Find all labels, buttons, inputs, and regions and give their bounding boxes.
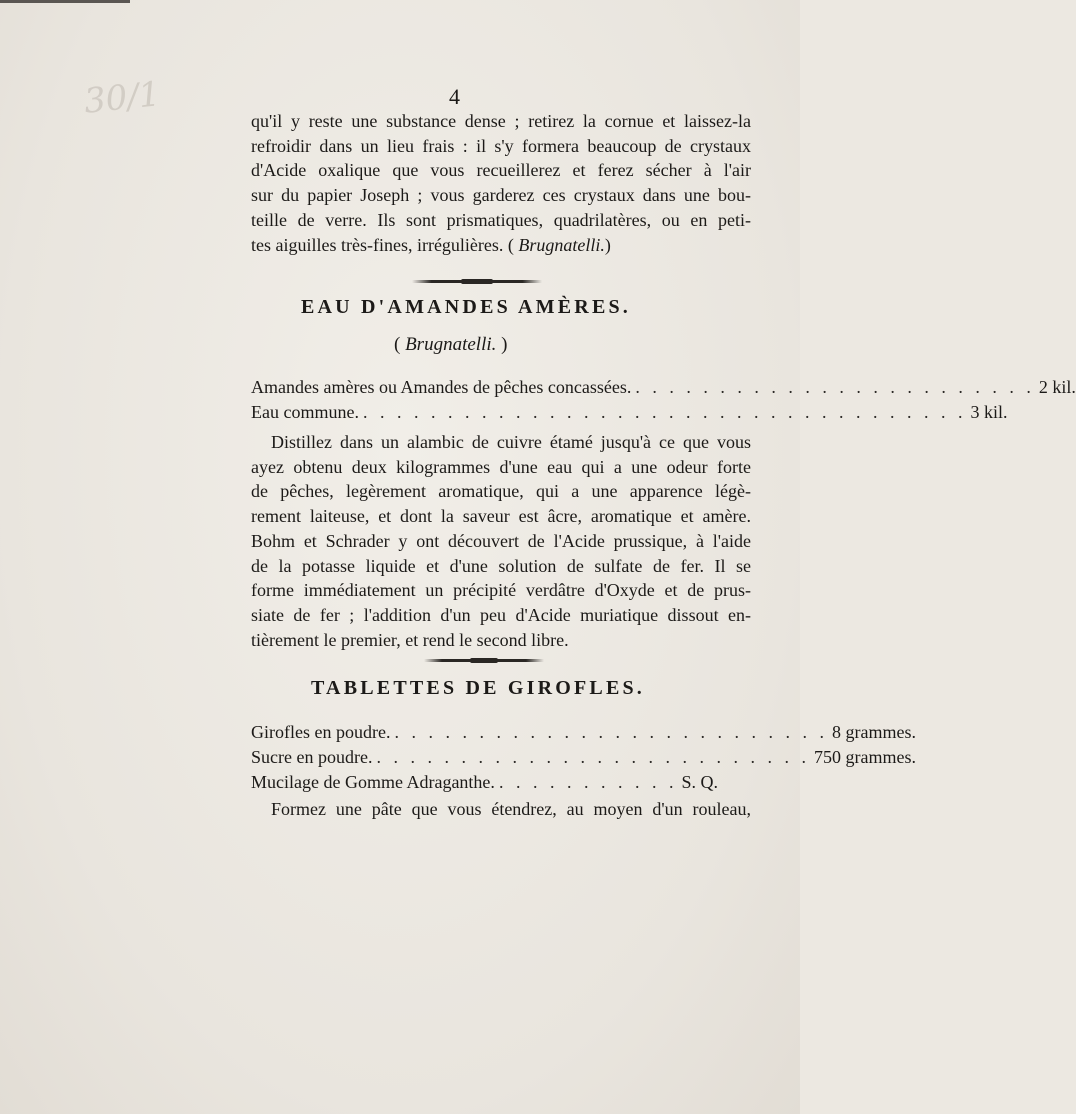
section-title-tablettes-girofles: TABLETTES DE GIROFLES. (311, 677, 646, 699)
intro-paragraph (251, 109, 751, 257)
ingredient-name: Amandes amères ou Amandes de pêches concassées. (251, 377, 632, 397)
text-line: teille de verre. Ils sont prismatiques, quadrilatères, ou en peti- (251, 209, 751, 230)
ingredient-name: Girofles en poudre. (251, 722, 391, 742)
text-line: Formez une pâte que vous étendrez, au moyen d'un rouleau, (271, 799, 751, 819)
text-line-with-citation (251, 233, 751, 258)
ingredient-quantity: 2 kil. (1038, 377, 1076, 397)
leader-dots: . . . . . . . . . . . . . . . . . . . . . . . . . . . . . . . . . . . . (362, 402, 967, 422)
text-line: Bohm et Schrader y ont découvert de l'Acide prussique, à l'aide (251, 530, 751, 551)
text-line: tièrement le premier, et rend le second libre. (251, 629, 569, 650)
ingredient-row (251, 377, 1076, 403)
text-line: de la potasse liquide et d'une solution de sulfate de fer. Il se (251, 555, 751, 576)
citation-close: ) (604, 234, 611, 255)
ingredient-row (251, 722, 916, 748)
text-line: sur du papier Joseph ; vous garderez ces crystaux dans une bou- (251, 185, 751, 206)
citation: Brugnatelli. (518, 234, 605, 255)
text-line: d'Acide oxalique que vous recueillerez et ferez sécher à l'air (251, 160, 751, 181)
leader-dots: . . . . . . . . . . . . . . . . . . . . . . . . (635, 377, 1035, 397)
ingredient-row (251, 772, 751, 798)
text-line: tes aiguilles très-fines, irrégulières. ( (251, 234, 514, 255)
text-line: rement laiteuse, et dont la saveur est âcre, aromatique et amère. (251, 506, 751, 527)
ingredient-row (251, 402, 1008, 428)
ingredient-quantity: 8 grammes. (831, 722, 916, 742)
handwritten-margin-note: 30/1 (82, 74, 163, 122)
text-line: forme immédiatement un précipité verdâtre d'Oxyde et de prus- (251, 580, 751, 601)
ingredient-name: Eau commune. (251, 402, 359, 422)
text-line: de pêches, legèrement aromatique, qui a une apparence légè- (251, 481, 751, 502)
text-line: Distillez dans un alambic de cuivre étamé jusqu'à ce que vous (271, 432, 751, 452)
ingredient-quantity: S. Q. (681, 772, 718, 792)
section-source (394, 334, 507, 356)
ingredient-quantity: 3 kil. (970, 402, 1008, 422)
page-edge-mark (0, 0, 130, 3)
leader-dots: . . . . . . . . . . . . . . . . . . . . . . . . . . (376, 747, 810, 767)
page-number: 4 (449, 84, 460, 109)
text-line: siate de fer ; l'addition d'un peu d'Acide muriatique dissout en- (251, 604, 751, 625)
paren-open: ( (394, 334, 401, 355)
source-author: Brugnatelli. (405, 334, 497, 355)
leader-dots: . . . . . . . . . . . . . . . . . . . . . . . . . . (394, 722, 828, 742)
text-line: ayez obtenu deux kilogrammes d'une eau qui a une odeur forte (251, 456, 751, 477)
ingredient-name: Mucilage de Gomme Adraganthe. (251, 772, 495, 792)
leader-dots: . . . . . . . . . . . (498, 772, 678, 792)
section-title-eau-amandes: EAU D'AMANDES AMÈRES. (301, 296, 632, 318)
ingredient-name: Sucre en poudre. (251, 747, 373, 767)
paren-close: ) (501, 334, 508, 355)
section-divider (424, 659, 544, 662)
ingredient-quantity: 750 grammes. (813, 747, 916, 767)
ingredient-row (251, 747, 916, 773)
text-line: qu'il y reste une substance dense ; retirez la cornue et laissez-la (251, 111, 751, 131)
section2-instructions (251, 797, 751, 822)
section1-instructions (251, 430, 751, 652)
text-line: refroidir dans un lieu frais : il s'y formera beaucoup de crystaux (251, 135, 751, 156)
section-divider (412, 280, 542, 283)
